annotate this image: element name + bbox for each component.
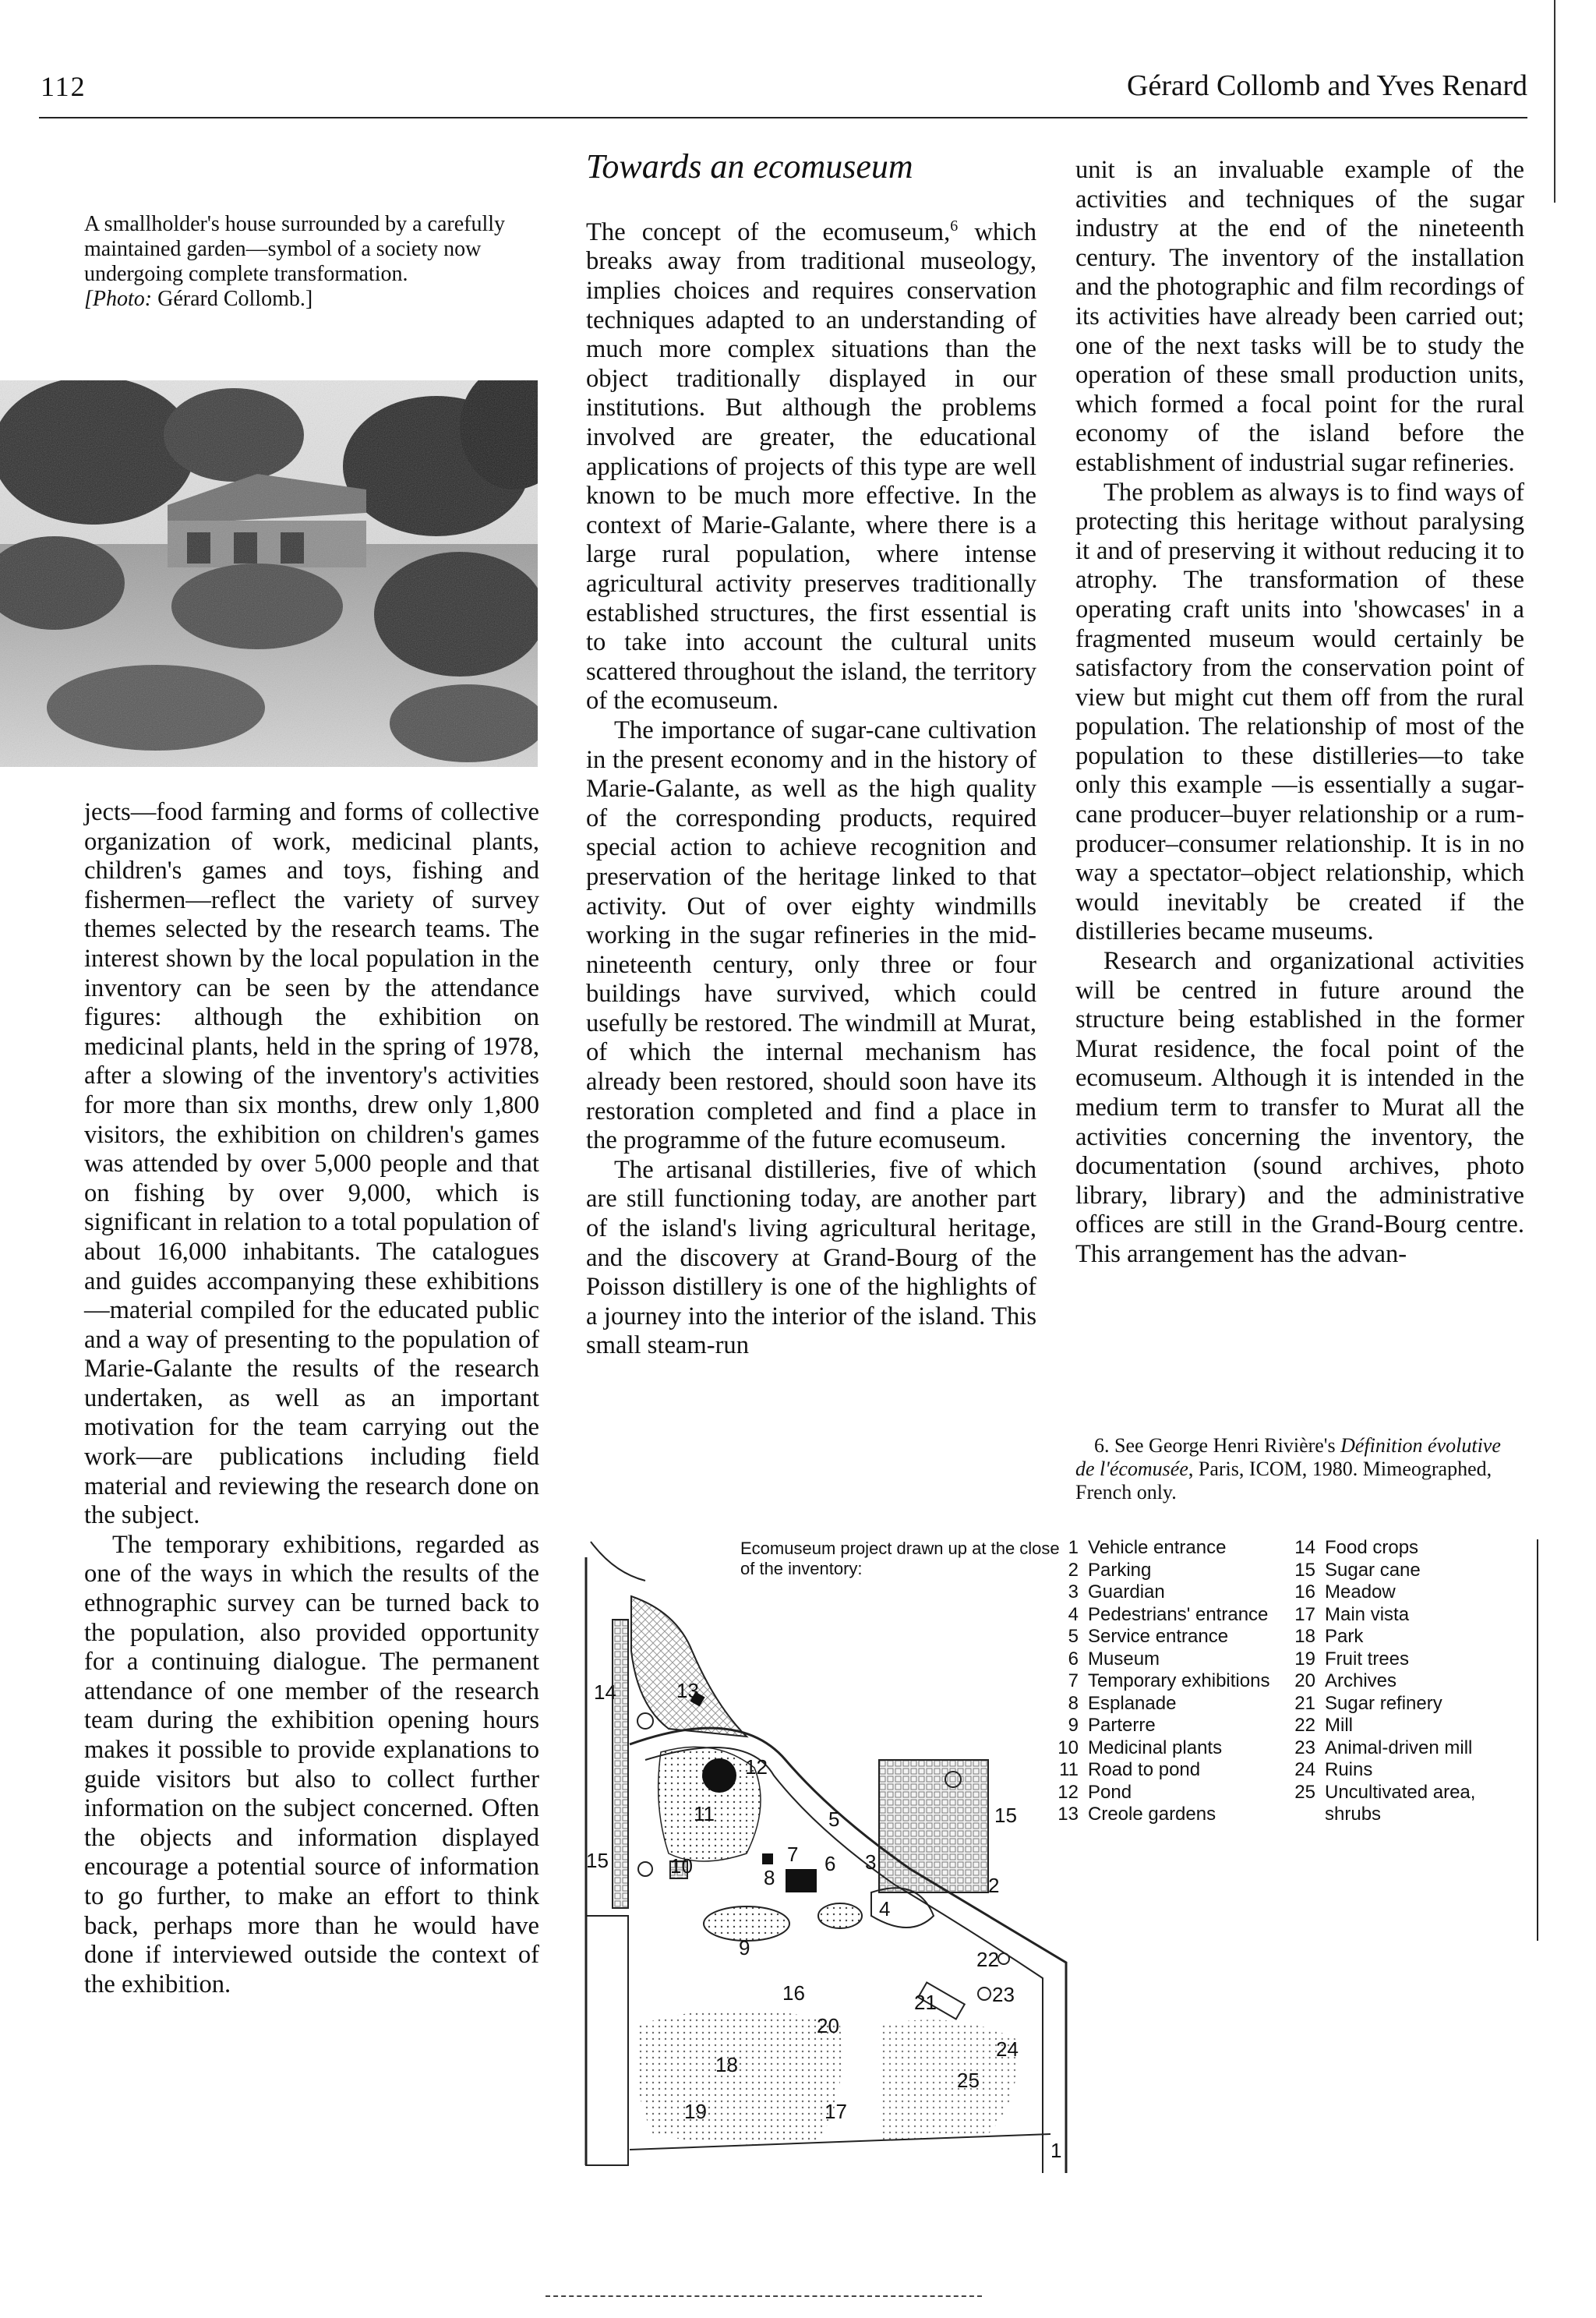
map-caption: Ecomuseum project drawn up at the close of the inventory:: [740, 1539, 1060, 1578]
legend-item: [1291, 1737, 1475, 1760]
footnote-text-b: , Paris, ICOM, 1980. Mimeographed, French only.: [1075, 1458, 1492, 1504]
legend-item: [1291, 1648, 1475, 1671]
legend-item-number: [1291, 1804, 1315, 1826]
margin-rule: [1554, 0, 1555, 203]
legend-item-number: 10: [1058, 1737, 1079, 1758]
col3-paragraph-1: unit is an invaluable example of the activities and techniques of the sugar industry at the end of the nineteenth century. The inventory of the installation and the photographic and film recordings of its activities have already been carried out; one of the next tasks will be to study the operation of these small production units, which formed a focal point for the rural economy of the island before the establishment of industrial sugar refineries.: [1075, 156, 1524, 477]
running-header-authors: Gérard Collomb and Yves Renard: [1127, 69, 1527, 102]
legend-item-label: shrubs: [1325, 1804, 1382, 1825]
legend-item-number: 20: [1294, 1670, 1315, 1691]
map-label: 16: [782, 1981, 805, 2005]
legend-item: [1054, 1648, 1269, 1671]
col1-paragraph-1: jects—food farming and forms of collective organization of work, medicinal plants, children's games and toys, fishing and fishermen—reflect the variety of survey themes selected by the research teams. The interest shown by the local population in the inventory can be seen by the attendance figures: although the exhibition on medicinal plants, held in the spring of 1978, after a slowing of the inventory's activities for more than six months, drew only 1,800 visitors, the exhibition on children's games was attended by over 5,000 people and that on fishing by over 9,000, which is significant in relation to a total population of about 16,000 inhabitants. The catalogues and guides accompanying these exhibitions —material compiled for the educated public and a way of presenting to the population of Marie-Galante the results of the research undertaken, as well as an important motivation for the team carrying out the work—are publications including field material and reviewing the research done on the subject.: [84, 798, 539, 1530]
map-label: 21: [914, 1991, 937, 2014]
map-label: 7: [787, 1843, 799, 1866]
section-title: Towards an ecomuseum: [586, 147, 913, 186]
ecomuseum-map: [583, 1526, 1082, 2173]
map-label: 2: [988, 1874, 1000, 1897]
legend-item-label: Mill: [1325, 1715, 1353, 1736]
legend-item: [1054, 1581, 1269, 1604]
legend-item-number: 17: [1294, 1603, 1315, 1625]
map-label: 1: [1050, 2139, 1062, 2162]
legend-item-number: 5: [1068, 1626, 1079, 1647]
legend-item: [1054, 1782, 1269, 1804]
map-label: 5: [828, 1807, 840, 1831]
footnote: [1075, 1434, 1524, 1504]
legend-item-label: Temporary exhibitions: [1088, 1670, 1270, 1691]
legend-item-number: 9: [1068, 1715, 1079, 1736]
legend-rule: [1537, 1539, 1538, 1941]
map-park: [636, 2009, 842, 2144]
photo-caption-credit: Gérard Collomb.]: [152, 287, 313, 311]
legend-item-number: 3: [1068, 1581, 1079, 1602]
map-label: 23: [992, 1983, 1015, 2006]
map-area-14: [613, 1620, 628, 1908]
map-label: 24: [996, 2037, 1019, 2061]
footnote-text-a: 6. See George Henri Rivière's: [1094, 1434, 1341, 1457]
legend-item: [1054, 1693, 1269, 1716]
legend-item-label: Esplanade: [1088, 1692, 1177, 1714]
map-label: 14: [594, 1680, 616, 1704]
map-label: 10: [670, 1854, 693, 1878]
map-pond: [702, 1758, 736, 1793]
legend-item: [1054, 1670, 1269, 1693]
legend-item-number: 16: [1294, 1581, 1315, 1602]
legend-item-label: Medicinal plants: [1088, 1737, 1223, 1758]
legend-item-label: Sugar refinery: [1325, 1692, 1442, 1714]
column-3: [1075, 156, 1524, 1270]
col2-paragraph-1: [586, 212, 1036, 716]
map-label: 15: [586, 1849, 609, 1872]
legend-item-number: 2: [1068, 1559, 1079, 1581]
legend-item: [1054, 1626, 1269, 1648]
col2-p1-text-a: The concept of the ecomuseum,: [586, 217, 951, 246]
photo-caption-text: A smallholder's house surrounded by a carefully maintained garden—symbol of a society now undergoing complete transformation.: [84, 212, 506, 286]
legend-item: [1054, 1759, 1269, 1782]
legend-item-label: Creole gardens: [1088, 1804, 1216, 1825]
legend-item-label: Ruins: [1325, 1759, 1373, 1780]
col2-p1-text-b: which breaks away from traditional museology, implies choices and requires conservation techniques adapted to an understanding of much more complex situations than the object traditionally displayed in our institutions. But although the problems involved are greater, the educational applications of projects of this type are well known to be much more effective. In the context of Marie-Galante, where there is a large rural population, where intense agricultural activity preserves traditionally established structures, the first essential is to take into account the cultural units scattered throughout the island, the territory of the ecomuseum.: [586, 217, 1036, 716]
legend-item: [1291, 1560, 1475, 1582]
legend-item-number: 24: [1294, 1759, 1315, 1780]
legend-item-number: 12: [1058, 1781, 1079, 1803]
legend-item-label: Vehicle entrance: [1088, 1537, 1227, 1558]
legend-item: [1291, 1715, 1475, 1737]
map-legend-left: [1054, 1537, 1269, 1826]
legend-item-label: Guardian: [1088, 1581, 1165, 1602]
legend-item: [1054, 1604, 1269, 1627]
legend-item: [1291, 1626, 1475, 1648]
map-legend-right: [1291, 1537, 1475, 1826]
legend-item-label: Meadow: [1325, 1581, 1396, 1602]
legend-item: [1291, 1537, 1475, 1560]
column-2: [586, 212, 1036, 1361]
legend-item: [1054, 1537, 1269, 1560]
col1-paragraph-2: The temporary exhibitions, regarded as one of the ways in which the results of the ethnographic survey can be turned back to the population, also provided opportunity for a continuing dialogue. The permanent attendance of one member of the research team during the exhibition opening hours makes it possible to provide explanations to guide visitors but also to collect further information on the subject concerned. Often the objects and information displayed encourage a potential source of information to go further, to make an effort to think back, perhaps more than he would have done if interviewed outside the context of the exhibition.: [84, 1530, 539, 1998]
legend-item-label: Archives: [1325, 1670, 1397, 1691]
map-label: 6: [824, 1852, 836, 1875]
page-number: 112: [41, 71, 87, 102]
map-area-13: [631, 1596, 747, 1737]
map-label: 18: [715, 2053, 738, 2076]
legend-item-number: 25: [1294, 1781, 1315, 1803]
legend-item-label: Pedestrians' entrance: [1088, 1603, 1269, 1625]
map-label: 11: [694, 1802, 715, 1825]
legend-item-number: 18: [1294, 1626, 1315, 1647]
legend-item-number: 21: [1294, 1692, 1315, 1714]
legend-item-label: Uncultivated area,: [1325, 1781, 1476, 1803]
map-label: 3: [865, 1850, 877, 1874]
legend-item-number: 23: [1294, 1737, 1315, 1758]
map-label: 15: [994, 1804, 1017, 1827]
map-label: 12: [745, 1755, 768, 1779]
legend-item-label: Parterre: [1088, 1715, 1156, 1736]
legend-item-label: Animal-driven mill: [1325, 1737, 1473, 1758]
legend-item: [1291, 1604, 1475, 1627]
legend-item-label: Museum: [1088, 1648, 1160, 1670]
legend-item: [1291, 1804, 1475, 1826]
legend-item-label: Sugar cane: [1325, 1559, 1421, 1581]
legend-item-label: Pond: [1088, 1781, 1132, 1803]
legend-item-number: 6: [1068, 1648, 1079, 1670]
photo-caption: [84, 212, 521, 312]
footnote-title: Définition évolutive de l'écomusée: [1075, 1434, 1501, 1480]
bottom-dashed-rule: [546, 2295, 982, 2297]
col3-paragraph-3: Research and organizational activities will be centred in future around the structure being established in the former Murat residence, the focal point of the ecomuseum. Although it is intended in the medium term to transfer to Murat all the activities concerning the inventory, the documentation (sound archives, photo library, library) and the administrative offices are still in the Grand-Bourg centre. This arrangement has the advan-: [1075, 947, 1524, 1268]
map-area-15: [879, 1760, 988, 1892]
col3-paragraph-2: The problem as always is to find ways of protecting this heritage without paralysing it and of preserving it without reducing it to atrophy. The transformation of these operating craft units into 'showcases' in a fragmented museum would certainly be satisfactory from the conservation point of view but might cut them off from the rural population. The relationship of most of the population to these distilleries—to take only this example —is essentially a sugar-cane producer–buyer relationship or a rum-producer–consumer relationship. It is in no way a spectator–object relationship, which would inevitably be created if the distilleries became museums.: [1075, 478, 1524, 946]
legend-item-number: 14: [1294, 1537, 1315, 1558]
legend-item-number: 1: [1068, 1537, 1079, 1558]
legend-item: [1291, 1759, 1475, 1782]
map-label: 17: [824, 2100, 847, 2123]
legend-item-number: 13: [1058, 1804, 1079, 1825]
map-label: 19: [684, 2100, 707, 2123]
legend-item-label: Park: [1325, 1626, 1364, 1647]
footnote-ref-6: 6: [950, 217, 959, 235]
header-rule: [39, 117, 1527, 118]
legend-item-number: 15: [1294, 1559, 1315, 1581]
legend-item-number: 22: [1294, 1715, 1315, 1736]
col2-paragraph-3: The artisanal distilleries, five of which are still functioning today, are another part of the island's living agricultural heritage, and the discovery at Grand-Bourg of the Poisson distillery is one of the highlights of a journey into the interior of the island. This small steam-run: [586, 1155, 1036, 1360]
legend-item: [1291, 1581, 1475, 1604]
legend-item-label: Road to pond: [1088, 1759, 1201, 1780]
map-label: 8: [764, 1866, 775, 1889]
legend-item-number: 19: [1294, 1648, 1315, 1670]
legend-item: [1291, 1693, 1475, 1716]
legend-item-label: Service entrance: [1088, 1626, 1229, 1647]
legend-item-number: 7: [1068, 1670, 1079, 1691]
map-museum-building: [786, 1869, 817, 1892]
legend-item: [1054, 1804, 1269, 1826]
map-label: 9: [739, 1936, 750, 1959]
col2-paragraph-2: The importance of sugar-cane cultivation in the present economy and in the history of Marie-Galante, as well as the high quality of the corresponding products, required special action to achieve recognition and preservation of the heritage linked to that activity. Out of over eighty windmills working in the sugar refineries in the mid-nineteenth century, only three or four buildings have survived, which could usefully be restored. The windmill at Murat, of which the internal mechanism has already been restored, should soon have its restoration completed and find a place in the programme of the future ecomuseum.: [586, 716, 1036, 1155]
photo-caption-prefix: [Photo:: [84, 287, 153, 311]
ecomuseum-map-drawing: [583, 1526, 1082, 2173]
legend-item-label: Main vista: [1325, 1603, 1410, 1625]
house-photo-illustration: [0, 380, 538, 767]
legend-item-number: 11: [1059, 1759, 1079, 1780]
legend-item: [1054, 1560, 1269, 1582]
house-photo: [0, 380, 538, 767]
legend-item-number: 8: [1068, 1692, 1079, 1714]
legend-item-number: 4: [1068, 1603, 1079, 1625]
legend-item: [1054, 1715, 1269, 1737]
map-label: 4: [879, 1897, 891, 1920]
map-label: 22: [976, 1948, 999, 1971]
legend-item-label: Parking: [1088, 1559, 1152, 1581]
map-label: 13: [676, 1679, 699, 1702]
legend-item: [1291, 1782, 1475, 1804]
map-label: 25: [957, 2069, 980, 2092]
legend-item: [1054, 1737, 1269, 1760]
legend-item-label: Fruit trees: [1325, 1648, 1410, 1670]
legend-item: [1291, 1670, 1475, 1693]
map-label: 20: [817, 2014, 839, 2037]
column-1: [84, 798, 539, 1999]
legend-item-label: Food crops: [1325, 1537, 1419, 1558]
